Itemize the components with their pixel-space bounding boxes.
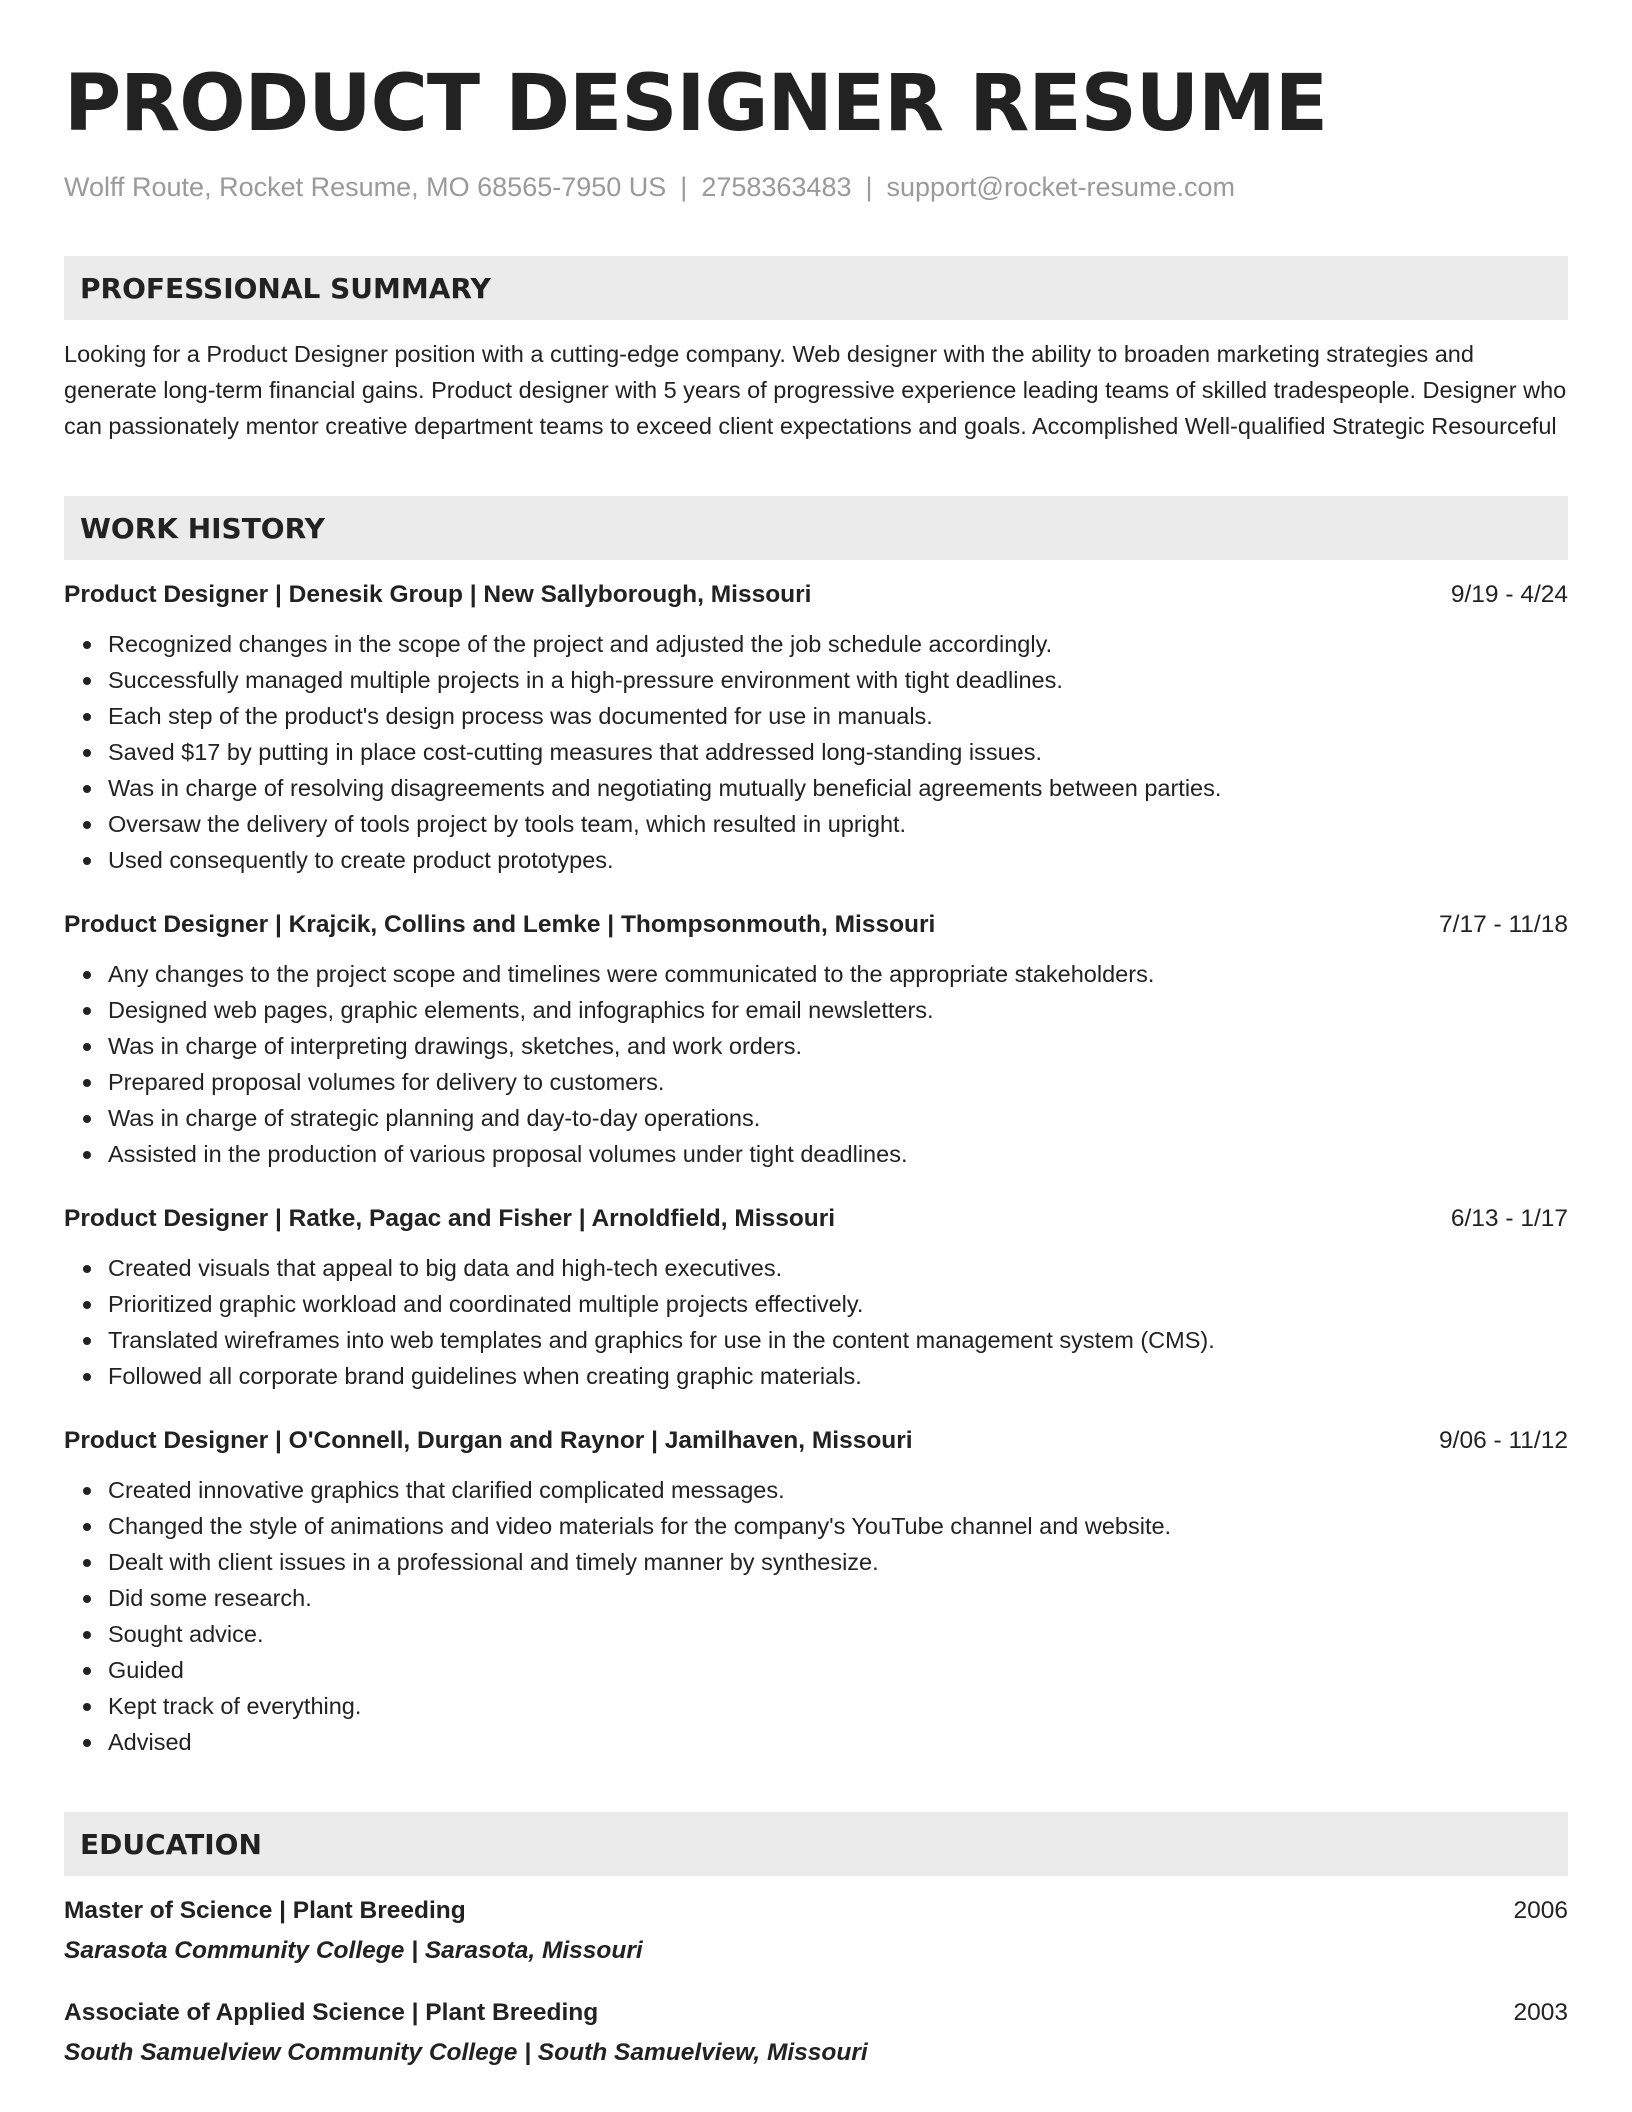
job-title: Product Designer | Krajcik, Collins and Lemke | Thompsonmouth, Missouri — [64, 911, 936, 938]
bullet-dot-icon — [83, 1703, 91, 1711]
education-school: Sarasota Community College | Sarasota, Missouri — [64, 1937, 643, 1964]
bullet-text: Did some research. — [108, 1585, 312, 1611]
bullet-text: Created visuals that appeal to big data and high-tech executives. — [108, 1255, 783, 1281]
bullet-dot-icon — [83, 713, 91, 721]
bullet-item — [108, 1028, 1568, 1064]
bullet-text: Oversaw the delivery of tools project by tools team, which resulted in upright. — [108, 811, 907, 837]
work-history-list — [64, 578, 1568, 1760]
job-bullets — [64, 1472, 1568, 1760]
bullet-dot-icon — [83, 1337, 91, 1345]
bullet-text: Advised — [108, 1729, 192, 1755]
bullet-dot-icon — [83, 1265, 91, 1273]
bullet-text: Changed the style of animations and video materials for the company's YouTube channel and website. — [108, 1513, 1172, 1539]
bullet-item — [108, 1544, 1568, 1580]
bullet-item — [108, 734, 1568, 770]
job-header — [64, 908, 1568, 942]
education-header — [64, 1996, 1568, 2030]
bullet-item — [108, 1472, 1568, 1508]
bullet-text: Used consequently to create product prototypes. — [108, 847, 614, 873]
job-dates: 7/17 - 11/18 — [1439, 911, 1568, 938]
education-entry — [64, 1894, 1568, 1968]
bullet-text: Guided — [108, 1657, 184, 1683]
bullet-text: Kept track of everything. — [108, 1693, 362, 1719]
bullet-text: Created innovative graphics that clarified complicated messages. — [108, 1477, 785, 1503]
job-entry — [64, 1424, 1568, 1760]
bullet-item — [108, 662, 1568, 698]
bullet-text: Dealt with client issues in a professional and timely manner by synthesize. — [108, 1549, 879, 1575]
job-entry — [64, 578, 1568, 878]
education-entry — [64, 1996, 1568, 2070]
bullet-item — [108, 842, 1568, 878]
bullet-dot-icon — [83, 1373, 91, 1381]
job-header — [64, 578, 1568, 612]
education-school: South Samuelview Community College | South Samuelview, Missouri — [64, 2039, 868, 2066]
job-dates: 6/13 - 1/17 — [1450, 1205, 1568, 1232]
bullet-item — [108, 1100, 1568, 1136]
contact-phone: 2758363483 — [701, 172, 852, 202]
bullet-text: Sought advice. — [108, 1621, 264, 1647]
job-bullets — [64, 1250, 1568, 1394]
bullet-item — [108, 992, 1568, 1028]
bullet-item — [108, 1250, 1568, 1286]
bullet-dot-icon — [83, 641, 91, 649]
bullet-text: Any changes to the project scope and timelines were communicated to the appropriate stakeholders. — [108, 961, 1155, 987]
education-year: 2003 — [1513, 1999, 1568, 2026]
bullet-text: Prioritized graphic workload and coordinated multiple projects effectively. — [108, 1291, 864, 1317]
contact-separator: | — [865, 172, 873, 202]
job-dates: 9/06 - 11/12 — [1439, 1427, 1568, 1454]
job-title: Product Designer | O'Connell, Durgan and Raynor | Jamilhaven, Missouri — [64, 1427, 913, 1454]
bullet-dot-icon — [83, 1007, 91, 1015]
bullet-dot-icon — [83, 1487, 91, 1495]
bullet-dot-icon — [83, 677, 91, 685]
bullet-item — [108, 1136, 1568, 1172]
education-degree: Associate of Applied Science | Plant Breeding — [64, 1999, 599, 2026]
bullet-text: Was in charge of resolving disagreements and negotiating mutually beneficial agreements between parties. — [108, 775, 1222, 801]
job-title: Product Designer | Denesik Group | New Sallyborough, Missouri — [64, 581, 812, 608]
bullet-text: Each step of the product's design process was documented for use in manuals. — [108, 703, 933, 729]
bullet-dot-icon — [83, 1043, 91, 1051]
bullet-dot-icon — [83, 1667, 91, 1675]
job-entry — [64, 1202, 1568, 1394]
bullet-item — [108, 770, 1568, 806]
bullet-item — [108, 956, 1568, 992]
bullet-item — [108, 1358, 1568, 1394]
bullet-text: Was in charge of interpreting drawings, sketches, and work orders. — [108, 1033, 803, 1059]
bullet-text: Followed all corporate brand guidelines when creating graphic materials. — [108, 1363, 862, 1389]
contact-address: Wolff Route, Rocket Resume, MO 68565-7950 US — [64, 172, 667, 202]
bullet-dot-icon — [83, 971, 91, 979]
bullet-dot-icon — [83, 1115, 91, 1123]
bullet-text: Designed web pages, graphic elements, and infographics for email newsletters. — [108, 997, 934, 1023]
bullet-dot-icon — [83, 1631, 91, 1639]
bullet-item — [108, 1616, 1568, 1652]
education-heading: EDUCATION — [64, 1812, 1568, 1876]
work-history-heading: WORK HISTORY — [64, 496, 1568, 560]
education-year: 2006 — [1513, 1897, 1568, 1924]
summary-heading: PROFESSIONAL SUMMARY — [64, 256, 1568, 320]
bullet-dot-icon — [83, 1301, 91, 1309]
bullet-dot-icon — [83, 857, 91, 865]
education-degree: Master of Science | Plant Breeding — [64, 1897, 466, 1924]
bullet-text: Assisted in the production of various proposal volumes under tight deadlines. — [108, 1141, 908, 1167]
job-header — [64, 1202, 1568, 1236]
bullet-text: Saved $17 by putting in place cost-cutting measures that addressed long-standing issues. — [108, 739, 1043, 765]
bullet-item — [108, 1286, 1568, 1322]
bullet-item — [108, 1322, 1568, 1358]
education-list — [64, 1894, 1568, 2070]
contact-separator: | — [680, 172, 688, 202]
summary-text: Looking for a Product Designer position with a cutting-edge company. Web designer with the ability to broaden marketing strategies and generate long-term financial gains. Product designer with 5 years of progressive experience leading teams of skilled tradespeople. Designer who can passionately mentor creative department teams to exceed client expectations and goals. Accomplished Well-qualified Strategic Resourceful — [64, 341, 1567, 439]
bullet-item — [108, 626, 1568, 662]
job-bullets — [64, 956, 1568, 1172]
bullet-dot-icon — [83, 1523, 91, 1531]
bullet-dot-icon — [83, 1595, 91, 1603]
bullet-item — [108, 1652, 1568, 1688]
bullet-dot-icon — [83, 749, 91, 757]
bullet-text: Translated wireframes into web templates and graphics for use in the content management system (CMS). — [108, 1327, 1215, 1353]
bullet-item — [108, 1688, 1568, 1724]
bullet-dot-icon — [83, 1559, 91, 1567]
resume-title: PRODUCT DESIGNER RESUME — [64, 59, 1328, 149]
bullet-dot-icon — [83, 1151, 91, 1159]
job-header — [64, 1424, 1568, 1458]
bullet-text: Was in charge of strategic planning and day-to-day operations. — [108, 1105, 761, 1131]
bullet-text: Prepared proposal volumes for delivery to customers. — [108, 1069, 665, 1095]
bullet-item — [108, 1580, 1568, 1616]
bullet-item — [108, 1064, 1568, 1100]
job-dates: 9/19 - 4/24 — [1450, 581, 1568, 608]
job-entry — [64, 908, 1568, 1172]
bullet-text: Successfully managed multiple projects in a high-pressure environment with tight deadlines. — [108, 667, 1063, 693]
bullet-item — [108, 1508, 1568, 1544]
bullet-item — [108, 806, 1568, 842]
bullet-dot-icon — [83, 785, 91, 793]
bullet-item — [108, 1724, 1568, 1760]
job-bullets — [64, 626, 1568, 878]
education-header — [64, 1894, 1568, 1928]
bullet-dot-icon — [83, 1079, 91, 1087]
bullet-item — [108, 698, 1568, 734]
bullet-dot-icon — [83, 821, 91, 829]
contact-line — [64, 170, 1568, 204]
job-title: Product Designer | Ratke, Pagac and Fisher | Arnoldfield, Missouri — [64, 1205, 836, 1232]
bullet-dot-icon — [83, 1739, 91, 1747]
contact-email: support@rocket-resume.com — [886, 172, 1236, 202]
bullet-text: Recognized changes in the scope of the project and adjusted the job schedule accordingly. — [108, 631, 1053, 657]
